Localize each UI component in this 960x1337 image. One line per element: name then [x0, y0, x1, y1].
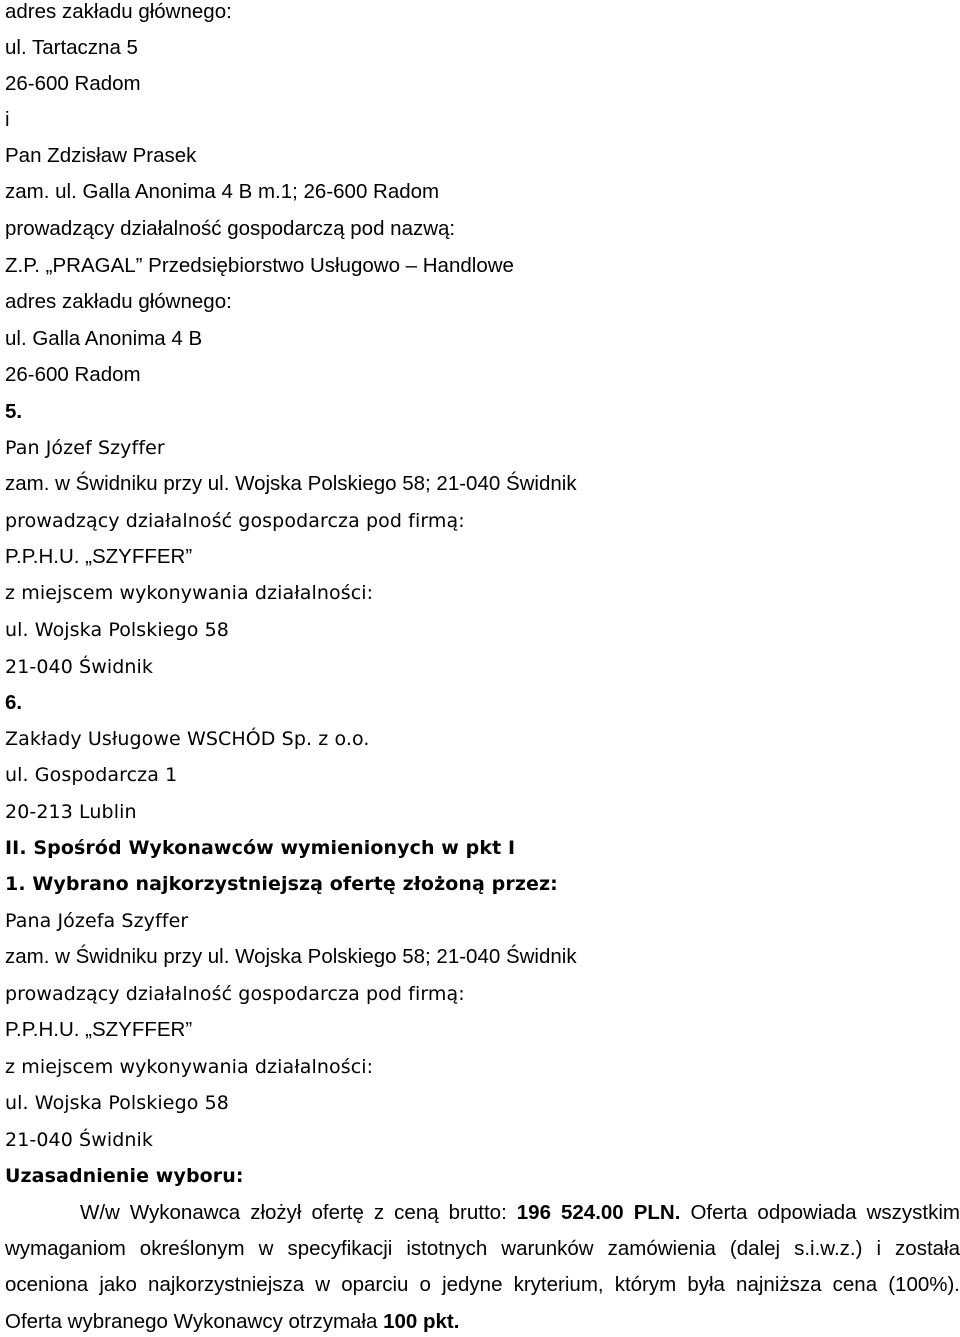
text-line: prowadzący działalność gospodarcza pod firmą: [5, 983, 465, 1005]
text-line: zam. w Świdniku przy ul. Wojska Polskiego 58; 21-040 Świdnik [5, 472, 577, 495]
text-line: adres zakładu głównego: [5, 290, 232, 313]
text-line: z miejscem wykonywania działalności: [5, 1056, 374, 1078]
text-line: ul. Gospodarcza 1 [5, 764, 178, 786]
text-line: prowadzący działalność gospodarcza pod firmą: [5, 510, 465, 532]
text-line: ul. Wojska Polskiego 58 [5, 619, 229, 641]
text-line: i [5, 108, 10, 131]
justification-line-1 [80, 1201, 960, 1225]
text-line: zam. w Świdniku przy ul. Wojska Polskiego 58; 21-040 Świdnik [5, 945, 577, 968]
text-line: z miejscem wykonywania działalności: [5, 582, 374, 604]
text-line: ul. Wojska Polskiego 58 [5, 1092, 229, 1114]
text-line: Zakłady Usługowe WSCHÓD Sp. z o.o. [5, 728, 370, 750]
text-line: P.P.H.U. „SZYFFER” [5, 545, 193, 568]
text-line: ul. Tartaczna 5 [5, 36, 138, 59]
section-number: 5. [5, 400, 23, 423]
section-heading: Uzasadnienie wyboru: [5, 1165, 244, 1187]
text-line: Pan Zdzisław Prasek [5, 144, 197, 167]
text-line: Z.P. „PRAGAL” Przedsiębiorstwo Usługowo – Handlowe [5, 254, 514, 277]
section-number: 6. [5, 691, 23, 714]
justification-text: W/w Wykonawca złożył ofertę z ceną brutto: [80, 1201, 507, 1224]
text-line: Pana Józefa Szyffer [5, 910, 189, 932]
section-heading: II. Spośród Wykonawców wymienionych w pkt I [5, 837, 516, 859]
text-line: P.P.H.U. „SZYFFER” [5, 1018, 193, 1041]
text-line: prowadzący działalność gospodarczą pod nazwą: [5, 217, 456, 240]
text-line: 21-040 Świdnik [5, 1129, 154, 1151]
offer-price: 196 524.00 PLN. [516, 1201, 681, 1224]
offer-points: 100 pkt. [383, 1310, 460, 1333]
text-line: 20-213 Lublin [5, 801, 137, 823]
justification-line-4 [5, 1310, 459, 1334]
text-line: 26-600 Radom [5, 72, 141, 95]
text-line: 21-040 Świdnik [5, 656, 154, 678]
section-heading: 1. Wybrano najkorzystniejszą ofertę złożoną przez: [5, 873, 558, 895]
text-line: 26-600 Radom [5, 363, 141, 386]
text-line: adres zakładu głównego: [5, 0, 232, 23]
justification-line-2: wymaganiom określonym w specyfikacji istotnych warunków zamówienia (dalej s.i.w.z.) i została [5, 1237, 960, 1260]
text-line: ul. Galla Anonima 4 B [5, 327, 203, 350]
justification-text: Oferta odpowiada wszystkim [690, 1201, 960, 1224]
justification-line-3: oceniona jako najkorzystniejsza w oparciu o jedyne kryterium, którym była najniższa cena (100%). [5, 1273, 960, 1296]
justification-text: Oferta wybranego Wykonawcy otrzymała [5, 1310, 378, 1333]
text-line: zam. ul. Galla Anonima 4 B m.1; 26-600 Radom [5, 180, 440, 203]
text-line: Pan Józef Szyffer [5, 437, 165, 459]
